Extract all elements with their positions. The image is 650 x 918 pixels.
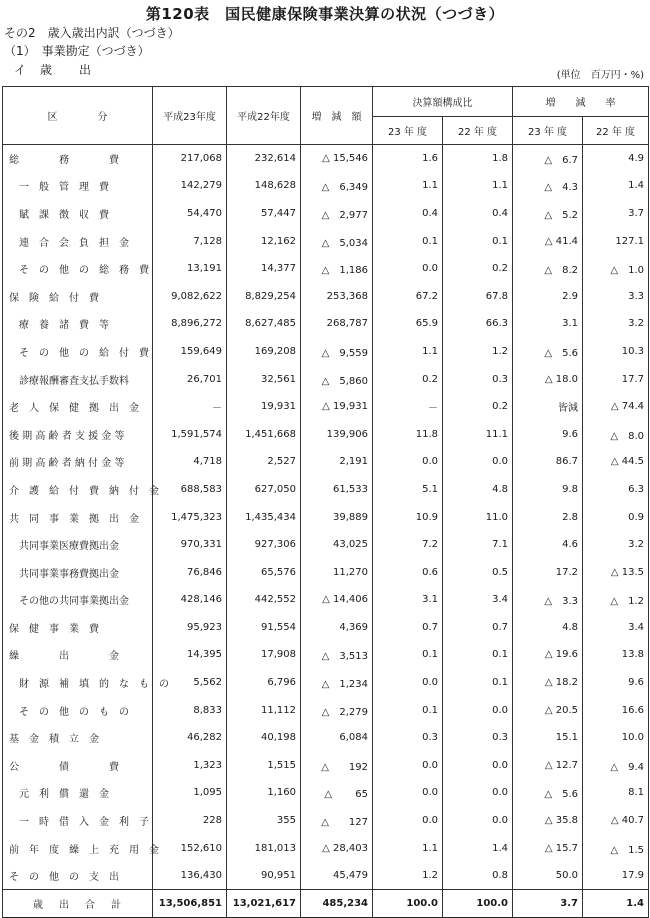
difference: △ 5,034 xyxy=(301,227,373,255)
ratio-fy22: 7.1 xyxy=(443,531,513,559)
rate-fy23: △ 19.6 xyxy=(513,641,583,669)
ratio-fy23: 0.2 xyxy=(373,365,443,393)
value-fy23: 1,323 xyxy=(153,752,227,780)
table-row xyxy=(3,752,649,780)
difference: △ 28,403 xyxy=(301,834,373,862)
header-change-rate: 増 減 率 xyxy=(513,87,649,117)
total-row xyxy=(3,890,649,918)
difference: 139,906 xyxy=(301,420,373,448)
table-row xyxy=(3,724,649,752)
difference: △ 1,186 xyxy=(301,255,373,283)
value-fy22: 90,951 xyxy=(227,862,301,890)
rate-fy23: 15.1 xyxy=(513,724,583,752)
ratio-fy22: 1.8 xyxy=(443,145,513,173)
rate-fy22: 3.2 xyxy=(583,310,649,338)
rate-fy23: △ 20.5 xyxy=(513,696,583,724)
rate-fy23: 3.1 xyxy=(513,310,583,338)
header-ratio-fy23: 23 年 度 xyxy=(373,117,443,145)
difference: △ 6,349 xyxy=(301,172,373,200)
value-fy23: 13,191 xyxy=(153,255,227,283)
ratio-fy23: 1.1 xyxy=(373,172,443,200)
ratio-fy23: 0.0 xyxy=(373,807,443,835)
rate-fy23: △ 12.7 xyxy=(513,752,583,780)
rate-fy22: △ 1.2 xyxy=(583,586,649,614)
header-difference: 増 減 額 xyxy=(301,87,373,145)
ratio-fy22: 0.4 xyxy=(443,200,513,228)
table-row xyxy=(3,145,649,173)
value-fy23: 8,896,272 xyxy=(153,310,227,338)
value-fy23: 142,279 xyxy=(153,172,227,200)
rate-fy22: 8.1 xyxy=(583,779,649,807)
ratio-fy22: 0.0 xyxy=(443,696,513,724)
ratio-fy23: 0.0 xyxy=(373,669,443,697)
ratio-fy23: 1.2 xyxy=(373,862,443,890)
ratio-fy23: 0.1 xyxy=(373,227,443,255)
ratio-fy22: 3.4 xyxy=(443,586,513,614)
difference: △ 2,977 xyxy=(301,200,373,228)
rate-fy22: 3.7 xyxy=(583,200,649,228)
value-fy23: － xyxy=(153,393,227,421)
value-fy22: 32,561 xyxy=(227,365,301,393)
value-fy22: 12,162 xyxy=(227,227,301,255)
ratio-fy23: 0.1 xyxy=(373,641,443,669)
row-label: 後 期 高 齢 者 支 援 金 等 xyxy=(3,420,153,448)
difference: 268,787 xyxy=(301,310,373,338)
row-label: そ の 他 の 給 付 費 xyxy=(3,338,153,366)
difference: △ 19,931 xyxy=(301,393,373,421)
table-row xyxy=(3,227,649,255)
ratio-fy23: 67.2 xyxy=(373,282,443,310)
subtitle-account: （1） 事業勘定（つづき） xyxy=(4,44,150,58)
difference: 2,191 xyxy=(301,448,373,476)
rate-fy23: 86.7 xyxy=(513,448,583,476)
total-value-fy23: 13,506,851 xyxy=(153,890,227,918)
value-fy23: 152,610 xyxy=(153,834,227,862)
value-fy23: 228 xyxy=(153,807,227,835)
ratio-fy23: 0.6 xyxy=(373,558,443,586)
value-fy22: 627,050 xyxy=(227,476,301,504)
rate-fy22: △ 1.5 xyxy=(583,834,649,862)
row-label: 保 険 給 付 費 xyxy=(3,282,153,310)
ratio-fy23: － xyxy=(373,393,443,421)
difference: 61,533 xyxy=(301,476,373,504)
rate-fy23: △ 15.7 xyxy=(513,834,583,862)
rate-fy22: 3.3 xyxy=(583,282,649,310)
difference: △ 15,546 xyxy=(301,145,373,173)
value-fy23: 95,923 xyxy=(153,614,227,642)
rate-fy22: △ 74.4 xyxy=(583,393,649,421)
row-label: 共同事業医療費拠出金 xyxy=(3,531,153,559)
difference: △ 192 xyxy=(301,752,373,780)
total-rate-fy22: 1.4 xyxy=(583,890,649,918)
difference: △ 127 xyxy=(301,807,373,835)
difference: △ 2,279 xyxy=(301,696,373,724)
row-label: そ の 他 の も の xyxy=(3,696,153,724)
rate-fy23: △ 5.6 xyxy=(513,338,583,366)
row-label: 療 養 諸 費 等 xyxy=(3,310,153,338)
value-fy22: 14,377 xyxy=(227,255,301,283)
row-label: 前 期 高 齢 者 納 付 金 等 xyxy=(3,448,153,476)
ratio-fy23: 0.7 xyxy=(373,614,443,642)
value-fy22: 232,614 xyxy=(227,145,301,173)
value-fy22: 927,306 xyxy=(227,531,301,559)
value-fy23: 217,068 xyxy=(153,145,227,173)
difference: 43,025 xyxy=(301,531,373,559)
value-fy23: 688,583 xyxy=(153,476,227,504)
row-label: 共 同 事 業 拠 出 金 xyxy=(3,503,153,531)
value-fy22: 6,796 xyxy=(227,669,301,697)
row-label: 賦 課 徴 収 費 xyxy=(3,200,153,228)
ratio-fy22: 0.1 xyxy=(443,641,513,669)
value-fy23: 5,562 xyxy=(153,669,227,697)
difference: 6,084 xyxy=(301,724,373,752)
value-fy23: 9,082,622 xyxy=(153,282,227,310)
ratio-fy22: 11.1 xyxy=(443,420,513,448)
row-label: そ の 他 の 総 務 費 xyxy=(3,255,153,283)
row-label: 保 健 事 業 費 xyxy=(3,614,153,642)
table-row xyxy=(3,586,649,614)
table-row xyxy=(3,834,649,862)
value-fy22: 8,829,254 xyxy=(227,282,301,310)
ratio-fy22: 0.7 xyxy=(443,614,513,642)
rate-fy23: △ 6.7 xyxy=(513,145,583,173)
row-label: 共同事業事務費拠出金 xyxy=(3,558,153,586)
header-fy22: 平成22年度 xyxy=(227,87,301,145)
header-ratio-fy22: 22 年 度 xyxy=(443,117,513,145)
row-label: 一 時 借 入 金 利 子 xyxy=(3,807,153,835)
ratio-fy23: 3.1 xyxy=(373,586,443,614)
rate-fy23: 50.0 xyxy=(513,862,583,890)
row-label: 財 源 補 填 的 な も の xyxy=(3,669,153,697)
rate-fy22: 3.4 xyxy=(583,614,649,642)
total-value-fy22: 13,021,617 xyxy=(227,890,301,918)
rate-fy23: 4.8 xyxy=(513,614,583,642)
table-row xyxy=(3,503,649,531)
table-row xyxy=(3,531,649,559)
header-rate-fy22: 22 年 度 xyxy=(583,117,649,145)
rate-fy22: 17.9 xyxy=(583,862,649,890)
rate-fy23: 2.8 xyxy=(513,503,583,531)
rate-fy22: 17.7 xyxy=(583,365,649,393)
value-fy22: 2,527 xyxy=(227,448,301,476)
value-fy23: 1,475,323 xyxy=(153,503,227,531)
rate-fy23: 9.8 xyxy=(513,476,583,504)
rate-fy22: △ 40.7 xyxy=(583,807,649,835)
rate-fy22: 1.4 xyxy=(583,172,649,200)
table-row xyxy=(3,614,649,642)
ratio-fy23: 1.1 xyxy=(373,834,443,862)
ratio-fy22: 0.8 xyxy=(443,862,513,890)
ratio-fy22: 11.0 xyxy=(443,503,513,531)
value-fy22: 91,554 xyxy=(227,614,301,642)
total-difference: 485,234 xyxy=(301,890,373,918)
rate-fy22: 10.3 xyxy=(583,338,649,366)
row-label: 前 年 度 繰 上 充 用 金 xyxy=(3,834,153,862)
value-fy23: 76,846 xyxy=(153,558,227,586)
rate-fy23: 17.2 xyxy=(513,558,583,586)
value-fy22: 17,908 xyxy=(227,641,301,669)
table-row xyxy=(3,310,649,338)
ratio-fy23: 1.6 xyxy=(373,145,443,173)
table-row xyxy=(3,807,649,835)
row-label: 一 般 管 理 費 xyxy=(3,172,153,200)
ratio-fy22: 0.3 xyxy=(443,724,513,752)
ratio-fy22: 66.3 xyxy=(443,310,513,338)
ratio-fy22: 1.4 xyxy=(443,834,513,862)
difference: 11,270 xyxy=(301,558,373,586)
row-label: 基 金 積 立 金 xyxy=(3,724,153,752)
rate-fy23: △ 4.3 xyxy=(513,172,583,200)
ratio-fy22: 0.5 xyxy=(443,558,513,586)
table-row xyxy=(3,338,649,366)
value-fy23: 46,282 xyxy=(153,724,227,752)
ratio-fy23: 65.9 xyxy=(373,310,443,338)
header-category: 区 分 xyxy=(3,87,153,145)
total-ratio-fy22: 100.0 xyxy=(443,890,513,918)
rate-fy23: △ 8.2 xyxy=(513,255,583,283)
difference: △ 5,860 xyxy=(301,365,373,393)
value-fy23: 26,701 xyxy=(153,365,227,393)
value-fy23: 7,128 xyxy=(153,227,227,255)
value-fy22: 169,208 xyxy=(227,338,301,366)
row-label: 公 債 費 xyxy=(3,752,153,780)
rate-fy23: △ 5.6 xyxy=(513,779,583,807)
value-fy22: 1,515 xyxy=(227,752,301,780)
rate-fy22: 0.9 xyxy=(583,503,649,531)
value-fy23: 136,430 xyxy=(153,862,227,890)
row-label: 診療報酬審査支払手数料 xyxy=(3,365,153,393)
value-fy23: 54,470 xyxy=(153,200,227,228)
ratio-fy23: 5.1 xyxy=(373,476,443,504)
row-label: 老 人 保 健 拠 出 金 xyxy=(3,393,153,421)
value-fy23: 159,649 xyxy=(153,338,227,366)
difference: △ 14,406 xyxy=(301,586,373,614)
rate-fy22: 3.2 xyxy=(583,531,649,559)
table-row xyxy=(3,448,649,476)
ratio-fy23: 0.0 xyxy=(373,255,443,283)
ratio-fy23: 0.0 xyxy=(373,779,443,807)
row-label: 連 合 会 負 担 金 xyxy=(3,227,153,255)
ratio-fy23: 1.1 xyxy=(373,338,443,366)
rate-fy22: 13.8 xyxy=(583,641,649,669)
ratio-fy22: 0.3 xyxy=(443,365,513,393)
rate-fy22: △ 8.0 xyxy=(583,420,649,448)
value-fy22: 19,931 xyxy=(227,393,301,421)
header-composition-ratio: 決算額構成比 xyxy=(373,87,513,117)
ratio-fy22: 0.0 xyxy=(443,448,513,476)
table-row xyxy=(3,200,649,228)
ratio-fy22: 0.1 xyxy=(443,227,513,255)
rate-fy23: △ 5.2 xyxy=(513,200,583,228)
value-fy22: 1,160 xyxy=(227,779,301,807)
table-row xyxy=(3,420,649,448)
value-fy22: 148,628 xyxy=(227,172,301,200)
rate-fy22: △ 44.5 xyxy=(583,448,649,476)
table-row xyxy=(3,641,649,669)
value-fy23: 8,833 xyxy=(153,696,227,724)
ratio-fy23: 0.0 xyxy=(373,448,443,476)
rate-fy22: 6.3 xyxy=(583,476,649,504)
row-label: その他の共同事業拠出金 xyxy=(3,586,153,614)
difference: 4,369 xyxy=(301,614,373,642)
table-row xyxy=(3,393,649,421)
difference: △ 9,559 xyxy=(301,338,373,366)
rate-fy22: 16.6 xyxy=(583,696,649,724)
value-fy22: 40,198 xyxy=(227,724,301,752)
page-title: 第120表 国民健康保険事業決算の状況（つづき） xyxy=(145,5,505,23)
difference: △ 3,513 xyxy=(301,641,373,669)
rate-fy23: 2.9 xyxy=(513,282,583,310)
rate-fy23: △ 3.3 xyxy=(513,586,583,614)
ratio-fy23: 10.9 xyxy=(373,503,443,531)
value-fy23: 428,146 xyxy=(153,586,227,614)
rate-fy23: 4.6 xyxy=(513,531,583,559)
value-fy22: 355 xyxy=(227,807,301,835)
ratio-fy23: 11.8 xyxy=(373,420,443,448)
rate-fy23: △ 41.4 xyxy=(513,227,583,255)
value-fy22: 181,013 xyxy=(227,834,301,862)
difference: 39,889 xyxy=(301,503,373,531)
table-row xyxy=(3,669,649,697)
table-row xyxy=(3,558,649,586)
row-label: 介 護 給 付 費 納 付 金 xyxy=(3,476,153,504)
rate-fy22: △ 13.5 xyxy=(583,558,649,586)
ratio-fy22: 4.8 xyxy=(443,476,513,504)
ratio-fy23: 0.4 xyxy=(373,200,443,228)
ratio-fy22: 0.0 xyxy=(443,807,513,835)
rate-fy23: △ 18.2 xyxy=(513,669,583,697)
total-label: 歳 出 合 計 xyxy=(3,890,153,918)
subtitle-section: その2 歳入歳出内訳（つづき） xyxy=(4,26,180,40)
table-row xyxy=(3,696,649,724)
ratio-fy22: 0.2 xyxy=(443,255,513,283)
header-rate-fy23: 23 年 度 xyxy=(513,117,583,145)
row-label: 繰 出 金 xyxy=(3,641,153,669)
value-fy23: 1,591,574 xyxy=(153,420,227,448)
ratio-fy23: 0.1 xyxy=(373,696,443,724)
value-fy22: 8,627,485 xyxy=(227,310,301,338)
rate-fy23: △ 18.0 xyxy=(513,365,583,393)
value-fy23: 1,095 xyxy=(153,779,227,807)
total-rate-fy23: 3.7 xyxy=(513,890,583,918)
ratio-fy22: 0.1 xyxy=(443,669,513,697)
rate-fy22: 127.1 xyxy=(583,227,649,255)
table-body xyxy=(3,145,649,918)
row-label: 総 務 費 xyxy=(3,145,153,173)
ratio-fy22: 0.2 xyxy=(443,393,513,421)
value-fy23: 14,395 xyxy=(153,641,227,669)
value-fy22: 442,552 xyxy=(227,586,301,614)
rate-fy22: 4.9 xyxy=(583,145,649,173)
table-row xyxy=(3,476,649,504)
ratio-fy22: 1.2 xyxy=(443,338,513,366)
table-row xyxy=(3,365,649,393)
value-fy23: 4,718 xyxy=(153,448,227,476)
rate-fy22: △ 9.4 xyxy=(583,752,649,780)
value-fy22: 1,451,668 xyxy=(227,420,301,448)
row-label: そ の 他 の 支 出 xyxy=(3,862,153,890)
expenditure-table xyxy=(2,86,649,918)
ratio-fy22: 0.0 xyxy=(443,779,513,807)
value-fy23: 970,331 xyxy=(153,531,227,559)
rate-fy23: △ 35.8 xyxy=(513,807,583,835)
difference: 253,368 xyxy=(301,282,373,310)
ratio-fy23: 7.2 xyxy=(373,531,443,559)
value-fy22: 65,576 xyxy=(227,558,301,586)
difference: △ 1,234 xyxy=(301,669,373,697)
rate-fy22: 10.0 xyxy=(583,724,649,752)
rate-fy23: 9.6 xyxy=(513,420,583,448)
ratio-fy23: 0.0 xyxy=(373,752,443,780)
ratio-fy22: 1.1 xyxy=(443,172,513,200)
row-label: 元 利 償 還 金 xyxy=(3,779,153,807)
rate-fy22: 9.6 xyxy=(583,669,649,697)
ratio-fy22: 67.8 xyxy=(443,282,513,310)
unit-note: (単位 百万円・%) xyxy=(556,70,644,81)
table-row xyxy=(3,172,649,200)
table-row xyxy=(3,862,649,890)
header-fy23: 平成23年度 xyxy=(153,87,227,145)
value-fy22: 57,447 xyxy=(227,200,301,228)
table-row xyxy=(3,282,649,310)
rate-fy22: △ 1.0 xyxy=(583,255,649,283)
value-fy22: 11,112 xyxy=(227,696,301,724)
difference: 45,479 xyxy=(301,862,373,890)
difference: △ 65 xyxy=(301,779,373,807)
ratio-fy23: 0.3 xyxy=(373,724,443,752)
value-fy22: 1,435,434 xyxy=(227,503,301,531)
total-ratio-fy23: 100.0 xyxy=(373,890,443,918)
subtitle-expenditure: イ 歳 出 xyxy=(14,63,93,77)
rate-fy23: 皆減 xyxy=(513,393,583,421)
table-row xyxy=(3,255,649,283)
table-row xyxy=(3,779,649,807)
ratio-fy22: 0.0 xyxy=(443,752,513,780)
